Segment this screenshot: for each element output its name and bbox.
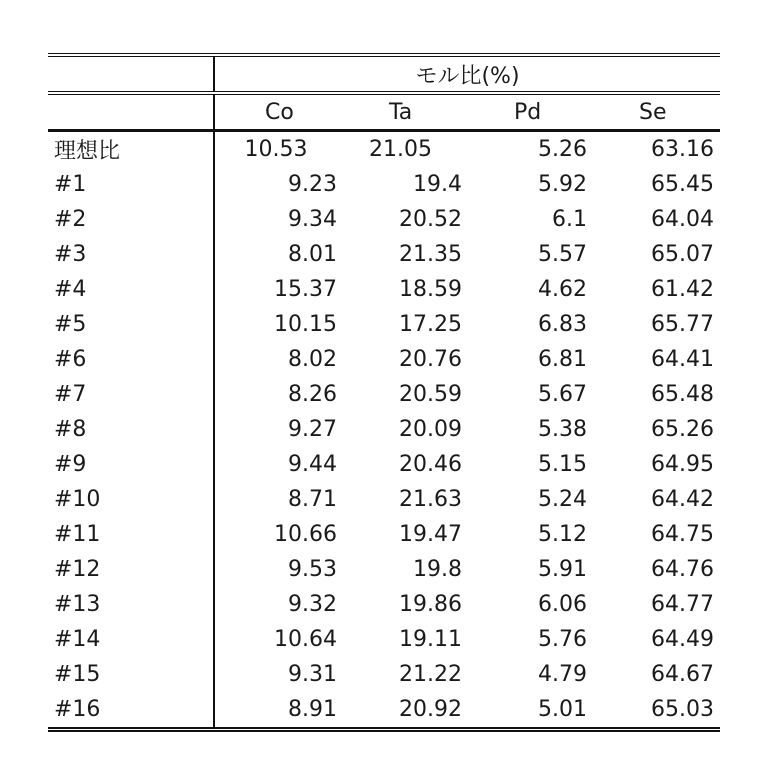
- cell-se: 64.95: [651, 452, 715, 477]
- column-header-row: [48, 93, 720, 131]
- row-label: #3: [48, 237, 214, 272]
- cell-co: 9.32: [288, 592, 337, 617]
- cell-se: 65.07: [651, 242, 715, 267]
- stub-header-top: [48, 55, 214, 93]
- row-label: #6: [48, 342, 214, 377]
- cell-se: 61.42: [651, 277, 715, 302]
- cell-se: 64.04: [651, 207, 715, 232]
- column-header-ta: Ta: [339, 93, 464, 131]
- cell-ta: 21.05: [369, 137, 432, 162]
- sample-row: [48, 517, 720, 552]
- row-label: #13: [48, 587, 214, 622]
- row-label: #8: [48, 412, 214, 447]
- cell-ta: 19.8: [413, 557, 462, 582]
- cell-se: 64.67: [651, 662, 715, 687]
- cell-se: 64.77: [651, 592, 715, 617]
- cell-co: 8.01: [288, 242, 337, 267]
- row-label: #12: [48, 552, 214, 587]
- cell-ta: 18.59: [399, 277, 462, 302]
- cell-ta: 20.09: [399, 417, 462, 442]
- stub-header-bottom: [48, 93, 214, 131]
- cell-co: 9.27: [288, 417, 337, 442]
- cell-ta: 17.25: [399, 312, 462, 337]
- row-label: #14: [48, 622, 214, 657]
- cell-se: 64.49: [651, 627, 715, 652]
- cell-pd: 4.79: [538, 662, 587, 687]
- cell-ta: 19.86: [399, 592, 462, 617]
- sample-row: [48, 307, 720, 342]
- cell-pd: 5.57: [538, 242, 587, 267]
- cell-pd: 6.06: [538, 592, 587, 617]
- row-label: #5: [48, 307, 214, 342]
- cell-co: 8.26: [288, 382, 337, 407]
- sample-row: [48, 692, 720, 730]
- cell-co: 8.02: [288, 347, 337, 372]
- row-label: #11: [48, 517, 214, 552]
- cell-co: 9.53: [288, 557, 337, 582]
- sample-row: [48, 202, 720, 237]
- row-label: #15: [48, 657, 214, 692]
- cell-ta: 20.76: [399, 347, 462, 372]
- row-label: #10: [48, 482, 214, 517]
- cell-pd: 5.15: [538, 452, 587, 477]
- cell-se: 65.45: [651, 172, 715, 197]
- cell-co: 9.34: [288, 207, 337, 232]
- cell-pd: 6.81: [538, 347, 587, 372]
- cell-pd: 5.76: [538, 627, 587, 652]
- row-label: 理想比: [48, 131, 214, 168]
- row-label: #1: [48, 167, 214, 202]
- table-body: [48, 131, 720, 730]
- cell-se: 65.77: [651, 312, 715, 337]
- cell-pd: 5.12: [538, 522, 587, 547]
- cell-se: 64.75: [651, 522, 715, 547]
- cell-co: 10.15: [274, 312, 337, 337]
- cell-co: 10.66: [274, 522, 337, 547]
- cell-pd: 5.92: [538, 172, 587, 197]
- cell-pd: 5.38: [538, 417, 587, 442]
- cell-pd: 6.83: [538, 312, 587, 337]
- row-label: #7: [48, 377, 214, 412]
- cell-se: 64.41: [651, 347, 715, 372]
- cell-ta: 19.4: [413, 172, 462, 197]
- cell-pd: 5.01: [464, 692, 589, 730]
- group-header-row: [48, 55, 720, 93]
- molar-ratio-table: [48, 53, 720, 732]
- cell-pd: 4.62: [538, 277, 587, 302]
- group-header-molar-ratio: モル比(%): [214, 55, 720, 93]
- cell-pd: 6.1: [552, 207, 587, 232]
- cell-ta: 21.63: [399, 487, 462, 512]
- cell-se: 64.76: [651, 557, 715, 582]
- cell-co: 9.44: [288, 452, 337, 477]
- cell-pd: 5.26: [538, 137, 587, 162]
- sample-row: [48, 587, 720, 622]
- sample-row: [48, 377, 720, 412]
- cell-co: 9.23: [288, 172, 337, 197]
- cell-co: 8.91: [214, 692, 339, 730]
- cell-co: 10.64: [274, 627, 337, 652]
- cell-se: 65.48: [651, 382, 715, 407]
- column-header-co: Co: [214, 93, 339, 131]
- cell-co: 15.37: [274, 277, 337, 302]
- cell-se: 63.16: [651, 137, 715, 162]
- sample-row: [48, 342, 720, 377]
- column-header-se: Se: [589, 93, 720, 131]
- cell-ta: 19.11: [399, 627, 462, 652]
- row-label: #2: [48, 202, 214, 237]
- cell-ta: 20.52: [399, 207, 462, 232]
- sample-row: [48, 167, 720, 202]
- sample-row: [48, 272, 720, 307]
- row-label: #16: [48, 692, 214, 730]
- row-label: #4: [48, 272, 214, 307]
- cell-ta: 21.35: [399, 242, 462, 267]
- cell-se: 65.03: [589, 692, 720, 730]
- cell-ta: 19.47: [399, 522, 462, 547]
- cell-se: 65.26: [651, 417, 715, 442]
- sample-row: [48, 552, 720, 587]
- ideal-ratio-row: [48, 131, 720, 168]
- cell-ta: 20.46: [399, 452, 462, 477]
- cell-se: 64.42: [651, 487, 715, 512]
- sample-row: [48, 622, 720, 657]
- cell-co: 10.53: [244, 137, 308, 162]
- composition-table-container: [48, 53, 720, 732]
- sample-row: [48, 237, 720, 272]
- cell-ta: 20.59: [399, 382, 462, 407]
- cell-ta: 20.92: [339, 692, 464, 730]
- sample-row: [48, 412, 720, 447]
- cell-co: 9.31: [288, 662, 337, 687]
- cell-ta: 21.22: [399, 662, 462, 687]
- sample-row: [48, 447, 720, 482]
- cell-co: 8.71: [288, 487, 337, 512]
- cell-pd: 5.24: [538, 487, 587, 512]
- column-header-pd: Pd: [464, 93, 589, 131]
- cell-pd: 5.67: [538, 382, 587, 407]
- sample-row: [48, 657, 720, 692]
- sample-row: [48, 482, 720, 517]
- row-label: #9: [48, 447, 214, 482]
- cell-pd: 5.91: [538, 557, 587, 582]
